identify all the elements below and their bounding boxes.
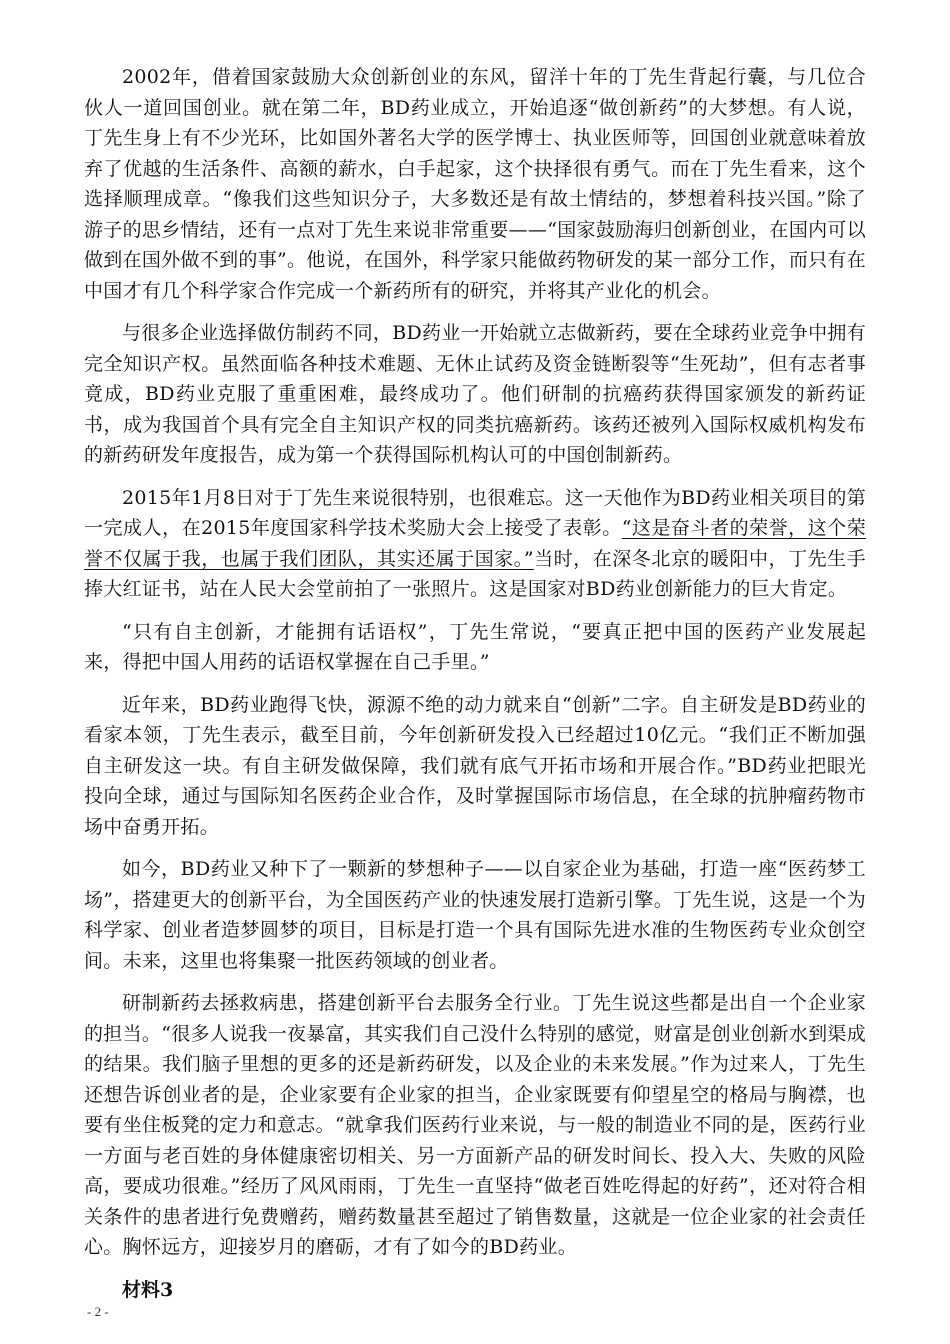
paragraph-5: 近年来，BD药业跑得飞快，源源不绝的动力就来自“创新”二字。自主研发是BD药业的看家本领，丁先生表示，截至目前，今年创新研发投入已经超过10亿元。“我们正不断加强自主研发这一块。有自主研发做保障，我们就有底气开拓市场和开展合作。”BD药业把眼光投向全球，通过与国际知名医药企业合作，及时掌握国际市场信息，在全球的抗肿瘤药物市场中奋勇开拓。 — [84, 693, 866, 838]
document-body — [84, 62, 866, 1305]
page-number: - 2 - — [87, 1304, 109, 1319]
paragraph-3-after: 当时，在深冬北京的暖阳中，丁先生手捧大红证书，站在人民大会堂前拍了一张照片。这是国家对BD药业创新能力的巨大肯定。 — [84, 547, 866, 600]
paragraph-3-underlined-quote: “这是奋斗者的荣誉，这个荣誉不仅属于我，也属于我们团队，其实还属于国家。” — [84, 517, 866, 570]
paragraph-3-before: 2015年1月8日对于丁先生来说很特别，也很难忘。这一天他作为BD药业相关项目的第一完成人，在2015年度国家科学技术奖励大会上接受了表彰。 — [84, 486, 866, 539]
paragraph-7: 研制新药去拯救病患，搭建创新平台去服务全行业。丁先生说这些都是出自一个企业家的担当。“很多人说我一夜暴富，其实我们自己没什么特别的感觉，财富是创业创新水到渠成的结果。我们脑子里想的更多的还是新药研发，以及企业的未来发展。”作为过来人，丁先生还想告诉创业者的是，企业家要有企业家的担当，企业家既要有仰望星空的格局与胸襟，也要有坐住板凳的定力和意志。“就拿我们医药行业来说，与一般的制造业不同的是，医药行业一方面与老百姓的身体健康密切相关、另一方面新产品的研发时间长、投入大、失败的风险高，要成功很难。”经历了风风雨雨，丁先生一直坚持“做老百姓吃得起的好药”，还对符合相关条件的患者进行免费赠药，赠药数量甚至超过了销售数量，这就是一位企业家的社会责任心。胸怀远方，迎接岁月的磨砺，才有了如今的BD药业。 — [84, 992, 867, 1258]
paragraph-2: 与很多企业选择做仿制药不同，BD药业一开始就立志做新药，要在全球药业竞争中拥有完全知识产权。虽然面临各种技术难题、无休止试药及资金链断裂等“生死劫”，但有志者事竟成，BD药业克服了重重困难，最终成功了。他们研制的抗癌药获得国家颁发的新药证书，成为我国首个具有完全自主知识产权的同类抗癌新药。该药还被列入国际权威机构发布的新药研发年度报告，成为第一个获得国际机构认可的中国创制新药。 — [84, 322, 866, 466]
section-heading: 材料3 — [122, 1278, 174, 1301]
paragraph-4: “只有自主创新，才能拥有话语权”，丁先生常说，“要真正把中国的医药产业发展起来，得把中国人用药的话语权掌握在自己手里。” — [84, 620, 866, 673]
paragraph-1: 2002年，借着国家鼓励大众创新创业的东风，留洋十年的丁先生背起行囊，与几位合伙人一道回国创业。就在第二年，BD药业成立，开始追逐“做创新药”的大梦想。有人说，丁先生身上有不少光环，比如国外著名大学的医学博士、执业医师等，回国创业就意味着放弃了优越的生活条件、高额的薪水，白手起家，这个抉择很有勇气。而在丁先生看来，这个选择顺理成章。“像我们这些知识分子，大多数还是有故土情结的，梦想着科技兴国。”除了游子的思乡情结，还有一点对丁先生来说非常重要——“国家鼓励海归创新创业，在国内可以做到在国外做不到的事”。他说，在国外，科学家只能做药物研发的某一部分工作，而只有在中国才有几个科学家合作完成一个新药所有的研究，并将其产业化的机会。 — [84, 66, 867, 302]
paragraph-6: 如今，BD药业又种下了一颗新的梦想种子——以自家企业为基础，打造一座“医药梦工场”，搭建更大的创新平台，为全国医药产业的快速发展打造新引擎。丁先生说，这是一个为科学家、创业者造梦圆梦的项目，目标是打造一个具有国际先进水准的生物医药专业众创空间。未来，这里也将集聚一批医药领域的创业者。 — [84, 858, 867, 972]
paragraph-3 — [84, 483, 866, 605]
